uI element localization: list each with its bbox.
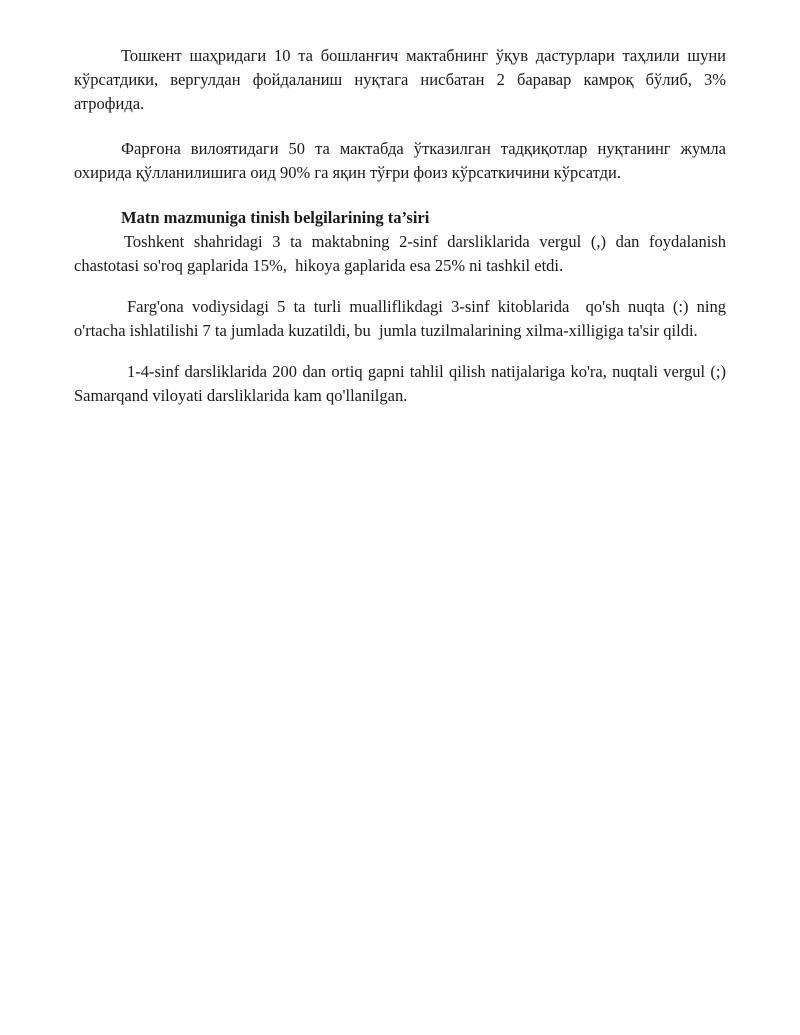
paragraph-samarqand-latin: 1-4-sinf darsliklarida 200 dan ortiq gapni tahlil qilish natijalariga ko'ra, nuqtali vergul (;) Samarqand viloyati darsliklarida kam qo'llanilgan. [74, 362, 731, 405]
paragraph-fergana-cyrillic: Фарғона вилоятидаги 50 та мактабда ўтказилган тадқиқотлар нуқтанинг жумла охирида қўлланилишига оид 90% га яқин тўғри фоиз кўрсаткичини кўрсатди. [74, 139, 731, 182]
paragraph-fargona-latin: Farg'ona vodiysidagi 5 ta turli mualliflikdagi 3-sinf kitoblarida qo'sh nuqta (:) ning o'rtacha ishlatilishi 7 ta jumlada kuzatildi, bu jumla tuzilmalarining xilma-xilligiga ta'sir qildi. [74, 297, 735, 340]
paragraph-tashkent-cyrillic: Тошкент шаҳридаги 10 та бошланғич мактабнинг ўқув дастурлари таҳлили шуни кўрсатдики, вергулдан фойдаланиш нуқтага нисбатан 2 баравар камроқ бўлиб, 3% атрофида. [74, 46, 731, 113]
document-page [74, 44, 735, 408]
paragraph-toshkent-latin: Toshkent shahridagi 3 ta maktabning 2-sinf darsliklarida vergul (,) dan foydalanish chastotasi so'roq gaplarida 15%, hikoya gaplarida esa 25% ni tashkil etdi. [74, 232, 731, 275]
section-heading: Matn mazmuniga tinish belgilarining ta’siri [121, 208, 430, 227]
